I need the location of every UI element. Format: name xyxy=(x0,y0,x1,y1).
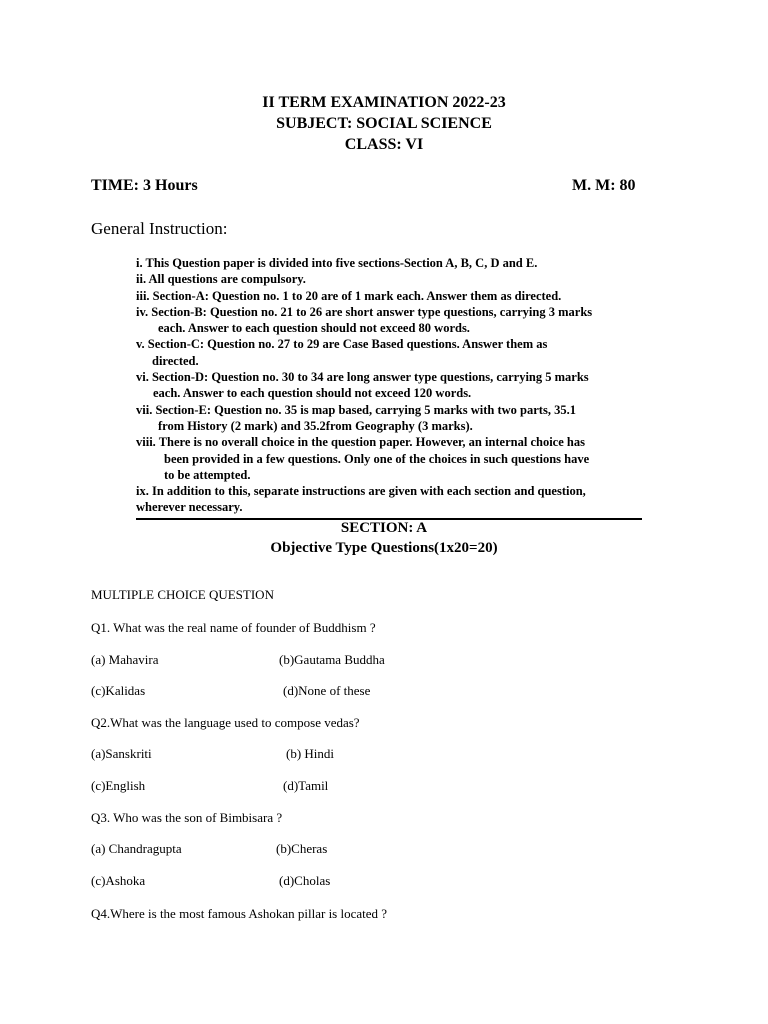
question-text: Q1. What was the real name of founder of Buddhism ? xyxy=(91,620,376,635)
option-d: (d)Tamil xyxy=(283,778,329,793)
instruction-item: ii. All questions are compulsory. xyxy=(136,272,306,287)
section-title: SECTION: A xyxy=(340,520,428,536)
option-b: (b)Cheras xyxy=(276,841,328,856)
exam-title: II TERM EXAMINATION 2022-23 xyxy=(262,94,506,111)
question-text: Q2.What was the language used to compose vedas? xyxy=(91,715,360,730)
instruction-item: ix. In addition to this, separate instructions are given with each section and question, xyxy=(136,484,586,499)
instruction-continuation: each. Answer to each question should not exceed 80 words. xyxy=(158,321,470,336)
instruction-item: iii. Section-A: Question no. 1 to 20 are of 1 mark each. Answer them as directed. xyxy=(136,288,562,303)
option-a: (a)Sanskriti xyxy=(91,746,152,761)
question-text: Q3. Who was the son of Bimbisara ? xyxy=(91,810,283,825)
option-a: (a) Mahavira xyxy=(91,652,159,667)
instruction-item: vi. Section-D: Question no. 30 to 34 are long answer type questions, carrying 5 marks xyxy=(136,370,589,385)
option-b: (b) Hindi xyxy=(286,746,335,761)
general-instruction-heading: General Instruction: xyxy=(91,219,228,238)
option-c: (c)English xyxy=(91,778,146,793)
question-text: Q4.Where is the most famous Ashokan pillar is located ? xyxy=(91,906,388,921)
instruction-item: iv. Section-B: Question no. 21 to 26 are short answer type questions, carrying 3 marks xyxy=(136,304,593,319)
instruction-item: vii. Section-E: Question no. 35 is map based, carrying 5 marks with two parts, 35.1 xyxy=(136,402,576,417)
max-marks-label: M. M: 80 xyxy=(572,177,636,194)
instructions-list xyxy=(136,255,592,516)
instruction-continuation: from History (2 mark) and 35.2from Geography (3 marks). xyxy=(158,418,473,433)
instruction-continuation: to be attempted. xyxy=(164,467,251,482)
instruction-item: viii. There is no overall choice in the question paper. However, an internal choice has xyxy=(136,435,585,450)
instruction-item: i. This Question paper is divided into five sections-Section A, B, C, D and E. xyxy=(136,256,538,270)
time-label: TIME: 3 Hours xyxy=(91,177,198,194)
option-c: (c)Ashoka xyxy=(91,873,146,888)
option-d: (d)Cholas xyxy=(279,873,331,888)
instruction-item: wherever necessary. xyxy=(136,500,243,515)
instruction-continuation: each. Answer to each question should not exceed 120 words. xyxy=(153,386,472,401)
section-subtitle: Objective Type Questions(1x20=20) xyxy=(270,540,498,556)
option-b: (b)Gautama Buddha xyxy=(279,652,385,667)
option-a: (a) Chandragupta xyxy=(91,841,182,856)
instruction-continuation: been provided in a few questions. Only one of the choices in such questions have xyxy=(164,451,590,466)
instruction-item: v. Section-C: Question no. 27 to 29 are Case Based questions. Answer them as xyxy=(136,337,548,352)
instruction-continuation: directed. xyxy=(152,353,199,368)
mcq-heading: MULTIPLE CHOICE QUESTION xyxy=(91,587,274,602)
option-d: (d)None of these xyxy=(283,683,371,698)
option-c: (c)Kalidas xyxy=(91,683,146,698)
class-title: CLASS: VI xyxy=(344,136,424,153)
subject-title: SUBJECT: SOCIAL SCIENCE xyxy=(276,115,492,132)
